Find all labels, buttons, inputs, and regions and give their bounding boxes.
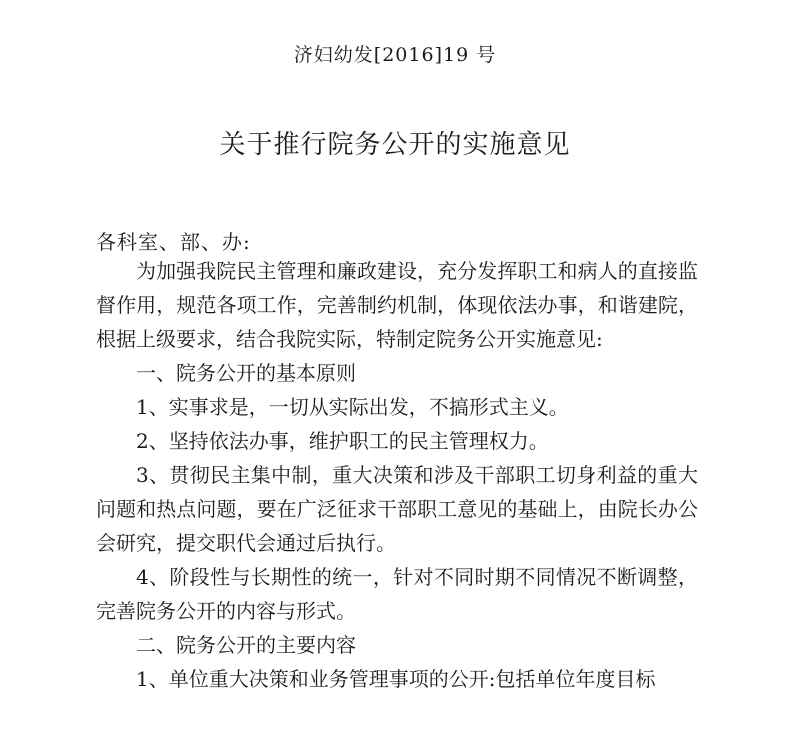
content-item-1: 1、单位重大决策和业务管理事项的公开:包括单位年度目标 (136, 667, 656, 691)
principle-item-4: 4、阶段性与长期性的统一，针对不同时期不同情况不断调整，完善院务公开的内容与形式。 (96, 565, 698, 623)
document-body (96, 254, 698, 696)
document-number: 济妇幼发[2016]19 号 (293, 44, 497, 66)
section-heading-content: 二、院务公开的主要内容 (136, 633, 356, 657)
salutation: 各科室、部、办: (96, 230, 251, 254)
section-heading-principles: 一、院务公开的基本原则 (136, 361, 356, 385)
paragraph-intro: 为加强我院民主管理和廉政建设，充分发挥职工和病人的直接监督作用，规范各项工作，完善制约机制，体现依法办事，和谐建院，根据上级要求，结合我院实际，特制定院务公开实施意见: (96, 259, 698, 351)
principle-item-2: 2、坚持依法办事，维护职工的民主管理权力。 (136, 429, 549, 453)
principle-item-3: 3、贯彻民主集中制，重大决策和涉及干部职工切身利益的重大问题和热点问题，要在广泛征求干部职工意见的基础上，由院长办公会研究，提交职代会通过后执行。 (96, 463, 698, 555)
document-title: 关于推行院务公开的实施意见 (219, 130, 571, 160)
principle-item-1: 1、实事求是，一切从实际出发，不搞形式主义。 (136, 395, 569, 419)
